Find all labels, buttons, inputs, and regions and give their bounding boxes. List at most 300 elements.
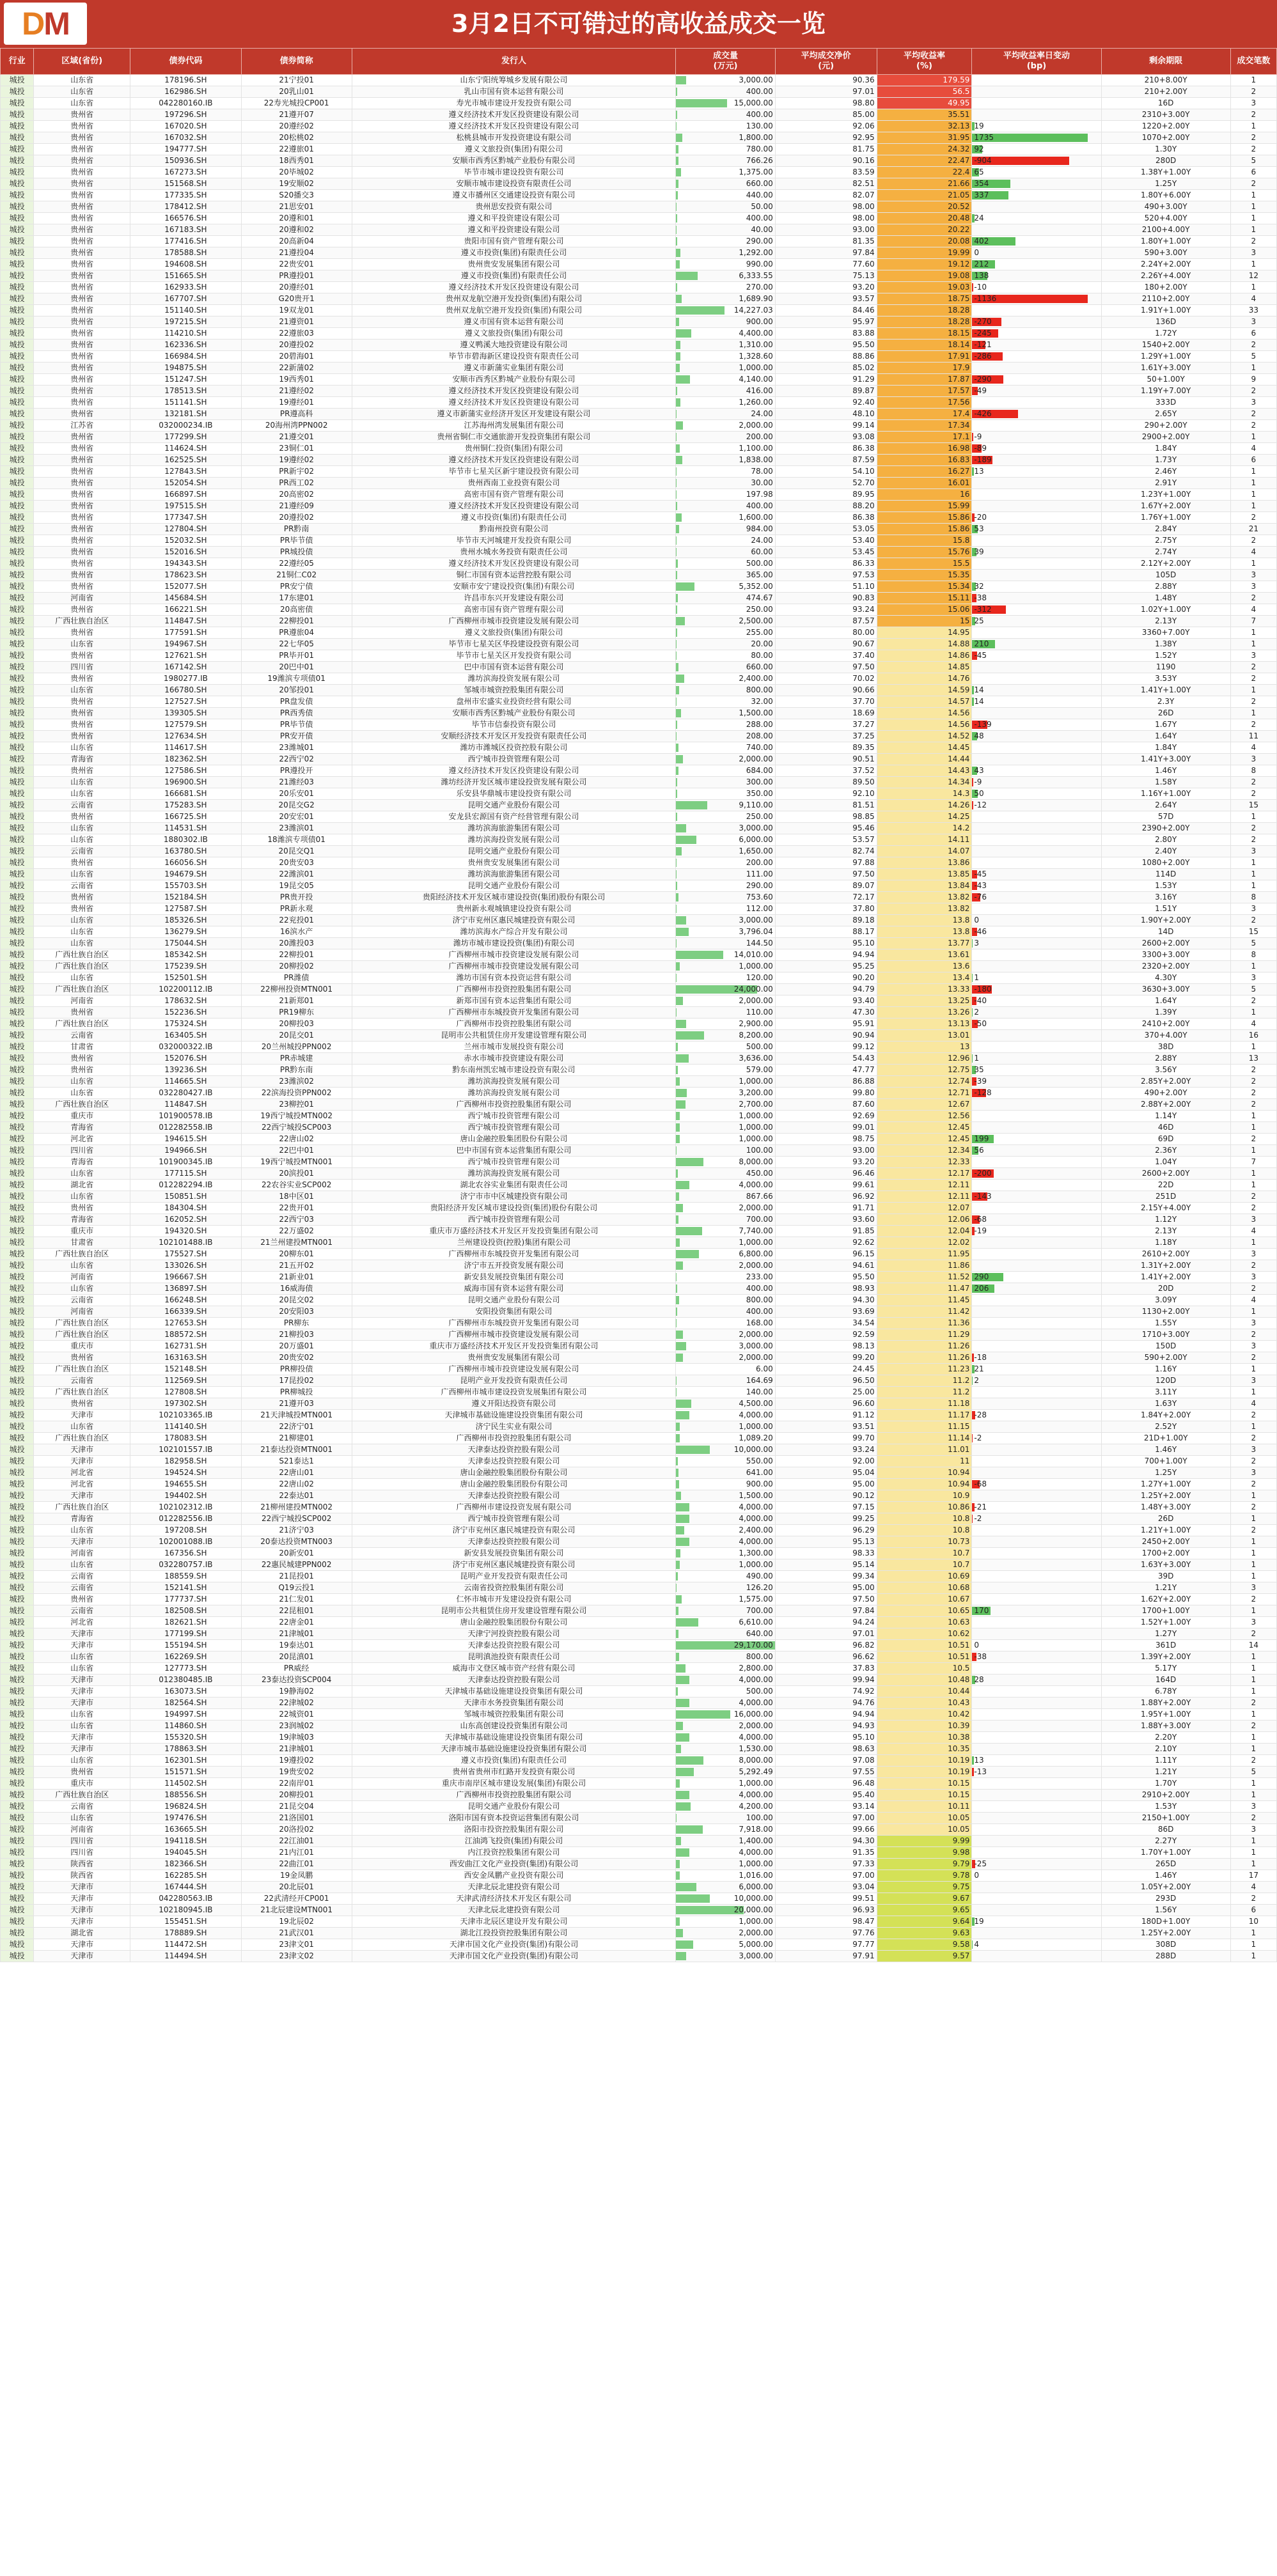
cell-remaining-term: 3.53Y — [1101, 673, 1230, 685]
cell-net-price: 82.74 — [775, 846, 877, 857]
cell-bond-name: 20潍投03 — [241, 938, 352, 949]
cell-remaining-term: 2410+2.00Y — [1101, 1019, 1230, 1030]
cell-industry: 城投 — [1, 1479, 34, 1490]
cell-bond-code: 194524.SH — [130, 1467, 241, 1479]
cell-volume: 2,400.00 — [676, 1525, 776, 1536]
cell-yield-change: -38 — [972, 593, 1101, 604]
table-row — [1, 995, 1277, 1007]
cell-industry: 城投 — [1, 144, 34, 155]
page-title: 3月2日不可错过的高收益成交一览 — [451, 10, 826, 38]
cell-region: 山东省 — [34, 742, 130, 754]
cell-net-price: 99.12 — [775, 1042, 877, 1053]
cell-industry: 城投 — [1, 1870, 34, 1882]
cell-issuer: 安顺市城市建设投资有限责任公司 — [352, 178, 675, 190]
cell-volume: 490.00 — [676, 1571, 776, 1582]
cell-volume: 4,000.00 — [676, 1513, 776, 1525]
cell-yield-change: -245 — [972, 328, 1101, 340]
cell-region: 贵州省 — [34, 512, 130, 524]
cell-bond-name: PR安开债 — [241, 731, 352, 742]
cell-issuer: 贵州新永观城镇建设投资有限公司 — [352, 903, 675, 915]
cell-remaining-term: 1.72Y — [1101, 328, 1230, 340]
cell-trade-count: 2 — [1230, 788, 1276, 800]
cell-net-price: 98.85 — [775, 811, 877, 823]
cell-bond-code: 151568.SH — [130, 178, 241, 190]
cell-industry: 城投 — [1, 1237, 34, 1249]
cell-yield-change — [972, 558, 1101, 570]
cell-yield: 10.67 — [877, 1594, 972, 1605]
cell-volume: 780.00 — [676, 144, 776, 155]
cell-issuer: 遵义市投资(集团)有限责任公司 — [352, 270, 675, 282]
cell-net-price: 93.08 — [775, 432, 877, 443]
cell-volume: 270.00 — [676, 282, 776, 293]
cell-volume: 1,260.00 — [676, 397, 776, 409]
cell-bond-code: 177737.SH — [130, 1594, 241, 1605]
cell-bond-name: PR西工02 — [241, 478, 352, 489]
cell-volume: 3,000.00 — [676, 75, 776, 86]
cell-remaining-term: 16D — [1101, 98, 1230, 109]
cell-net-price: 72.17 — [775, 892, 877, 903]
cell-issuer: 赤水市城市投资建设有限公司 — [352, 1053, 675, 1065]
cell-net-price: 97.53 — [775, 570, 877, 581]
cell-yield: 12.71 — [877, 1088, 972, 1099]
cell-yield-change: 39 — [972, 547, 1101, 558]
cell-trade-count: 1 — [1230, 489, 1276, 501]
cell-volume: 200.00 — [676, 432, 776, 443]
col-header-region: 区域(省份) — [34, 49, 130, 75]
cell-net-price: 85.02 — [775, 363, 877, 374]
cell-yield: 12.56 — [877, 1111, 972, 1122]
cell-issuer: 重庆市万盛经济技术开发区开发投资集团有限公司 — [352, 1226, 675, 1237]
cell-trade-count: 1 — [1230, 1709, 1276, 1721]
cell-volume: 110.00 — [676, 1007, 776, 1019]
cell-region: 山东省 — [34, 1421, 130, 1433]
cell-bond-code: 114617.SH — [130, 742, 241, 754]
cell-volume: 2,700.00 — [676, 1099, 776, 1111]
cell-volume: 400.00 — [676, 1283, 776, 1295]
cell-yield-change — [972, 1836, 1101, 1847]
cell-bond-code: 167273.SH — [130, 167, 241, 178]
cell-net-price: 97.88 — [775, 857, 877, 869]
cell-trade-count: 3 — [1230, 1272, 1276, 1283]
cell-trade-count: 3 — [1230, 1617, 1276, 1628]
cell-bond-name: 19津城03 — [241, 1732, 352, 1744]
table-row — [1, 1674, 1277, 1686]
table-header-row — [1, 49, 1277, 75]
table-row — [1, 374, 1277, 386]
cell-yield-change: 138 — [972, 270, 1101, 282]
cell-trade-count: 2 — [1230, 662, 1276, 673]
cell-net-price: 93.20 — [775, 1157, 877, 1168]
cell-bond-code: 150851.SH — [130, 1191, 241, 1203]
cell-issuer: 遵义经济技术开发区投资建设有限公司 — [352, 109, 675, 121]
cell-net-price: 98.00 — [775, 213, 877, 224]
cell-trade-count: 1 — [1230, 1042, 1276, 1053]
cell-issuer: 广西柳州市东城投资开发集团有限公司 — [352, 1249, 675, 1260]
cell-volume: 1,500.00 — [676, 708, 776, 719]
cell-trade-count: 1 — [1230, 1559, 1276, 1571]
cell-volume: 1,016.00 — [676, 1870, 776, 1882]
cell-bond-name: 22西宁城投SCP003 — [241, 1122, 352, 1134]
cell-region: 贵州省 — [34, 397, 130, 409]
cell-issuer: 遵义经济技术开发区投资建设有限公司 — [352, 121, 675, 132]
cell-volume: 2,000.00 — [676, 1721, 776, 1732]
cell-bond-name: 21内江01 — [241, 1847, 352, 1859]
cell-industry: 城投 — [1, 1398, 34, 1410]
table-row — [1, 1836, 1277, 1847]
table-row — [1, 1433, 1277, 1444]
cell-volume: 8,000.00 — [676, 1157, 776, 1168]
cell-remaining-term: 1.29Y+1.00Y — [1101, 351, 1230, 363]
cell-industry: 城投 — [1, 1559, 34, 1571]
cell-industry: 城投 — [1, 1444, 34, 1456]
cell-net-price: 97.08 — [775, 1755, 877, 1767]
cell-yield: 10.19 — [877, 1767, 972, 1778]
cell-bond-code: 012282558.IB — [130, 1122, 241, 1134]
cell-region: 重庆市 — [34, 1778, 130, 1790]
cell-net-price: 81.51 — [775, 800, 877, 811]
cell-yield: 14.56 — [877, 708, 972, 719]
col-header-bond-code: 债券代码 — [130, 49, 241, 75]
cell-issuer: 毕节市七星关区开发投资有限公司 — [352, 650, 675, 662]
table-row — [1, 1306, 1277, 1318]
cell-yield-change — [972, 1663, 1101, 1674]
cell-region: 山东省 — [34, 972, 130, 984]
cell-region: 甘肃省 — [34, 1042, 130, 1053]
cell-bond-code: 101900578.IB — [130, 1111, 241, 1122]
cell-issuer: 天津市水务投资集团有限公司 — [352, 1698, 675, 1709]
table-row — [1, 1594, 1277, 1605]
cell-bond-name: 18西秀01 — [241, 155, 352, 167]
cell-bond-name: 18中区01 — [241, 1191, 352, 1203]
cell-net-price: 92.10 — [775, 788, 877, 800]
cell-bond-name: 20柳投03 — [241, 1019, 352, 1030]
cell-industry: 城投 — [1, 374, 34, 386]
table-row — [1, 1260, 1277, 1272]
cell-yield-change — [972, 811, 1101, 823]
cell-yield-change — [972, 1847, 1101, 1859]
cell-bond-name: 22遵经05 — [241, 558, 352, 570]
cell-net-price: 37.83 — [775, 1663, 877, 1674]
cell-volume: 5,352.00 — [676, 581, 776, 593]
cell-bond-code: 155703.SH — [130, 880, 241, 892]
cell-yield: 20.48 — [877, 213, 972, 224]
cell-yield-change: -189 — [972, 455, 1101, 466]
cell-volume: 200.00 — [676, 857, 776, 869]
cell-industry: 城投 — [1, 1513, 34, 1525]
cell-net-price: 90.20 — [775, 972, 877, 984]
cell-volume: 1,000.00 — [676, 1916, 776, 1928]
cell-industry: 城投 — [1, 1467, 34, 1479]
cell-remaining-term: 1.39Y+2.00Y — [1101, 1651, 1230, 1663]
cell-bond-name: 21遵经09 — [241, 501, 352, 512]
cell-industry: 城投 — [1, 788, 34, 800]
cell-net-price: 54.43 — [775, 1053, 877, 1065]
cell-region: 贵州省 — [34, 455, 130, 466]
cell-net-price: 91.85 — [775, 1226, 877, 1237]
cell-region: 广西壮族自治区 — [34, 1318, 130, 1329]
cell-volume: 32.00 — [676, 696, 776, 708]
table-row — [1, 293, 1277, 305]
cell-yield-change: 32 — [972, 581, 1101, 593]
cell-net-price: 90.51 — [775, 754, 877, 765]
cell-issuer: 江油鸿飞投资(集团)有限公司 — [352, 1836, 675, 1847]
table-row — [1, 512, 1277, 524]
cell-region: 山东省 — [34, 823, 130, 834]
cell-net-price: 98.33 — [775, 1548, 877, 1559]
cell-region: 重庆市 — [34, 1226, 130, 1237]
cell-bond-name: 19遵经02 — [241, 455, 352, 466]
cell-industry: 城投 — [1, 1099, 34, 1111]
cell-industry: 城投 — [1, 1203, 34, 1214]
cell-net-price: 94.30 — [775, 1836, 877, 1847]
cell-region: 山东省 — [34, 1709, 130, 1721]
cell-region: 天津市 — [34, 1732, 130, 1744]
cell-yield-change: -200 — [972, 1168, 1101, 1180]
cell-volume: 14,010.00 — [676, 949, 776, 961]
cell-net-price: 88.20 — [775, 501, 877, 512]
table-row — [1, 1467, 1277, 1479]
table-row — [1, 1801, 1277, 1813]
cell-yield-change — [972, 1329, 1101, 1341]
cell-issuer: 广西柳州市城市投资建设发展有限公司 — [352, 1364, 675, 1375]
cell-industry: 城投 — [1, 535, 34, 547]
cell-remaining-term: 1.70Y+1.00Y — [1101, 1847, 1230, 1859]
cell-issuer: 乐安县华鼎城市建设投资有限公司 — [352, 788, 675, 800]
cell-bond-code: 162269.SH — [130, 1651, 241, 1663]
cell-yield: 15 — [877, 616, 972, 627]
cell-volume: 500.00 — [676, 1686, 776, 1698]
cell-remaining-term: 2.74Y — [1101, 547, 1230, 558]
cell-trade-count: 1 — [1230, 1168, 1276, 1180]
cell-remaining-term: 2.24Y+2.00Y — [1101, 259, 1230, 270]
cell-yield-change: -50 — [972, 1019, 1101, 1030]
cell-yield: 10.68 — [877, 1582, 972, 1594]
cell-volume: 3,796.04 — [676, 926, 776, 938]
cell-volume: 2,900.00 — [676, 1019, 776, 1030]
cell-remaining-term: 2390+2.00Y — [1101, 823, 1230, 834]
cell-industry: 城投 — [1, 1375, 34, 1387]
cell-remaining-term: 3.56Y — [1101, 1065, 1230, 1076]
cell-volume: 30.00 — [676, 478, 776, 489]
cell-trade-count: 4 — [1230, 547, 1276, 558]
cell-industry: 城投 — [1, 558, 34, 570]
cell-remaining-term: 1.84Y+2.00Y — [1101, 1410, 1230, 1421]
cell-volume: 50.00 — [676, 201, 776, 213]
cell-bond-code: 166780.SH — [130, 685, 241, 696]
cell-bond-name: 22济宁01 — [241, 1421, 352, 1433]
cell-trade-count: 1 — [1230, 1364, 1276, 1375]
cell-yield: 10.39 — [877, 1721, 972, 1732]
cell-region: 云南省 — [34, 1295, 130, 1306]
cell-industry: 城投 — [1, 1790, 34, 1801]
cell-trade-count: 1 — [1230, 1732, 1276, 1744]
cell-trade-count: 2 — [1230, 593, 1276, 604]
cell-trade-count: 1 — [1230, 1744, 1276, 1755]
cell-region: 山东省 — [34, 1663, 130, 1674]
cell-yield-change — [972, 1582, 1101, 1594]
cell-trade-count: 1 — [1230, 1548, 1276, 1559]
cell-yield: 14.25 — [877, 811, 972, 823]
cell-region: 贵州省 — [34, 363, 130, 374]
cell-bond-name: 20松桃02 — [241, 132, 352, 144]
table-row — [1, 1617, 1277, 1628]
cell-industry: 城投 — [1, 719, 34, 731]
cell-bond-code: 152054.SH — [130, 478, 241, 489]
cell-remaining-term: 3.16Y — [1101, 892, 1230, 903]
cell-bond-code: 127653.SH — [130, 1318, 241, 1329]
cell-yield-change: 19 — [972, 121, 1101, 132]
cell-issuer: 遵义经济技术开发区投资建设有限公司 — [352, 765, 675, 777]
cell-industry: 城投 — [1, 386, 34, 397]
cell-trade-count: 3 — [1230, 1341, 1276, 1352]
cell-volume: 641.00 — [676, 1467, 776, 1479]
cell-issuer: 山东宁阳统筹城乡发展有限公司 — [352, 75, 675, 86]
cell-yield-change — [972, 109, 1101, 121]
cell-yield-change: -904 — [972, 155, 1101, 167]
cell-region: 广西壮族自治区 — [34, 1790, 130, 1801]
cell-bond-code: 136279.SH — [130, 926, 241, 938]
cell-bond-code: 175324.SH — [130, 1019, 241, 1030]
cell-bond-code: 114502.SH — [130, 1778, 241, 1790]
cell-region: 贵州省 — [34, 501, 130, 512]
cell-volume: 111.00 — [676, 869, 776, 880]
cell-volume: 20.00 — [676, 639, 776, 650]
table-row — [1, 397, 1277, 409]
cell-yield: 10.7 — [877, 1559, 972, 1571]
table-row — [1, 604, 1277, 616]
cell-remaining-term: 1.12Y — [1101, 1214, 1230, 1226]
table-row — [1, 1513, 1277, 1525]
cell-volume: 6,800.00 — [676, 1249, 776, 1260]
cell-volume: 120.00 — [676, 972, 776, 984]
cell-remaining-term: 1.19Y+7.00Y — [1101, 386, 1230, 397]
cell-net-price: 99.14 — [775, 420, 877, 432]
cell-yield-change — [972, 1042, 1101, 1053]
cell-yield-change: 354 — [972, 178, 1101, 190]
cell-remaining-term: 361D — [1101, 1640, 1230, 1651]
cell-net-price: 95.10 — [775, 938, 877, 949]
cell-yield-change — [972, 1295, 1101, 1306]
cell-yield: 12.07 — [877, 1203, 972, 1214]
cell-yield: 11.45 — [877, 1295, 972, 1306]
cell-yield-change: 2 — [972, 1375, 1101, 1387]
cell-industry: 城投 — [1, 627, 34, 639]
cell-remaining-term: 86D — [1101, 1824, 1230, 1836]
cell-remaining-term: 2.3Y — [1101, 696, 1230, 708]
cell-region: 广西壮族自治区 — [34, 1249, 130, 1260]
cell-yield-change: 48 — [972, 731, 1101, 742]
cell-bond-name: 20安宏01 — [241, 811, 352, 823]
cell-issuer: 广西柳州市城市投资建设发展有限公司 — [352, 1329, 675, 1341]
cell-yield-change — [972, 1882, 1101, 1893]
cell-yield-change — [972, 627, 1101, 639]
cell-issuer: 天津泰达投资控股有限公司 — [352, 1536, 675, 1548]
table-row — [1, 834, 1277, 846]
cell-issuer: 遵义市国有资本运营有限公司 — [352, 316, 675, 328]
cell-yield: 13.82 — [877, 892, 972, 903]
cell-yield-change: -13 — [972, 1767, 1101, 1778]
cell-trade-count: 2 — [1230, 1088, 1276, 1099]
cell-net-price: 95.97 — [775, 316, 877, 328]
cell-net-price: 97.33 — [775, 1859, 877, 1870]
cell-bond-name: 21五开02 — [241, 1260, 352, 1272]
cell-region: 贵州省 — [34, 627, 130, 639]
cell-yield: 49.95 — [877, 98, 972, 109]
cell-volume: 2,400.00 — [676, 673, 776, 685]
cell-region: 山东省 — [34, 1260, 130, 1272]
cell-remaining-term: 3.11Y — [1101, 1387, 1230, 1398]
cell-remaining-term: 1.64Y — [1101, 731, 1230, 742]
cell-remaining-term: 1.58Y — [1101, 777, 1230, 788]
cell-remaining-term: 2450+2.00Y — [1101, 1536, 1230, 1548]
cell-trade-count: 5 — [1230, 351, 1276, 363]
table-row — [1, 1651, 1277, 1663]
cell-net-price: 91.12 — [775, 1410, 877, 1421]
table-row — [1, 742, 1277, 754]
cell-bond-name: 22南岸01 — [241, 1778, 352, 1790]
cell-yield-change — [972, 823, 1101, 834]
cell-volume: 2,000.00 — [676, 1329, 776, 1341]
cell-net-price: 95.00 — [775, 1582, 877, 1594]
table-row — [1, 1847, 1277, 1859]
cell-bond-code: 152236.SH — [130, 1007, 241, 1019]
cell-issuer: 遵义经济技术开发区投资建设有限公司 — [352, 501, 675, 512]
cell-bond-code: 194118.SH — [130, 1836, 241, 1847]
cell-net-price: 99.66 — [775, 1824, 877, 1836]
cell-industry: 城投 — [1, 1111, 34, 1122]
cell-yield: 11.52 — [877, 1272, 972, 1283]
cell-volume: 474.67 — [676, 593, 776, 604]
cell-yield-change: -143 — [972, 1191, 1101, 1203]
cell-yield-change — [972, 1030, 1101, 1042]
cell-yield-change: -43 — [972, 880, 1101, 892]
cell-issuer: 铜仁市国有资本运营控股有限公司 — [352, 570, 675, 581]
cell-trade-count: 1 — [1230, 1387, 1276, 1398]
cell-region: 山东省 — [34, 98, 130, 109]
cell-yield: 14.2 — [877, 823, 972, 834]
cell-industry: 城投 — [1, 1168, 34, 1180]
cell-issuer: 贵州省铜仁市交通旅游开发投资集团有限公司 — [352, 432, 675, 443]
cell-net-price: 97.76 — [775, 1928, 877, 1939]
cell-remaining-term: 2.27Y — [1101, 1836, 1230, 1847]
cell-issuer: 贵州水城水务投资有限责任公司 — [352, 547, 675, 558]
table-row — [1, 1065, 1277, 1076]
cell-issuer: 昆明市公共租赁住房开发建设管理有限公司 — [352, 1030, 675, 1042]
table-row — [1, 1582, 1277, 1594]
cell-yield-change: 206 — [972, 1283, 1101, 1295]
cell-net-price: 90.36 — [775, 75, 877, 86]
cell-yield-change: -49 — [972, 386, 1101, 397]
cell-yield-change: -10 — [972, 282, 1101, 293]
cell-remaining-term: 2.88Y+2.00Y — [1101, 1099, 1230, 1111]
col-header-remaining-term: 剩余期限 — [1101, 49, 1230, 75]
cell-trade-count: 1 — [1230, 1421, 1276, 1433]
cell-yield: 10.94 — [877, 1467, 972, 1479]
cell-trade-count: 8 — [1230, 949, 1276, 961]
cell-volume: 900.00 — [676, 316, 776, 328]
cell-net-price: 90.12 — [775, 1490, 877, 1502]
table-row — [1, 328, 1277, 340]
cell-net-price: 97.84 — [775, 1605, 877, 1617]
cell-yield: 12.04 — [877, 1226, 972, 1237]
cell-issuer: 济宁市五开投资发展有限公司 — [352, 1260, 675, 1272]
cell-remaining-term: 490+3.00Y — [1101, 201, 1230, 213]
cell-bond-name: 20柳东01 — [241, 1249, 352, 1260]
cell-net-price: 48.10 — [775, 409, 877, 420]
cell-bond-code: 188556.SH — [130, 1790, 241, 1801]
cell-trade-count: 2 — [1230, 236, 1276, 247]
cell-net-price: 51.10 — [775, 581, 877, 593]
